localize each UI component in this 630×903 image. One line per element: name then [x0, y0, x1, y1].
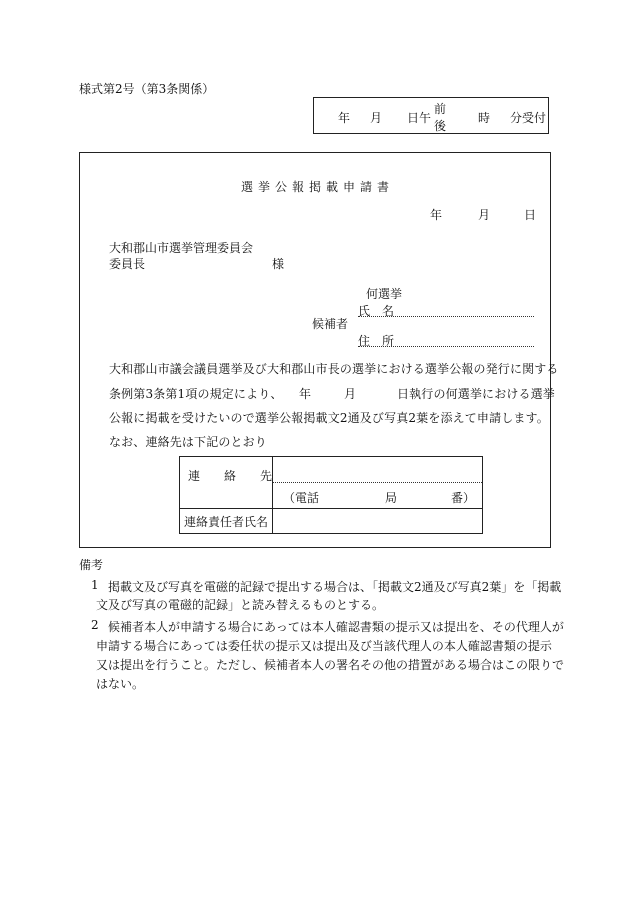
note-1-line-2: 文及び写真の電磁的記録」と読み替えるものとする。: [96, 598, 385, 612]
name-label: 氏 名: [358, 304, 395, 318]
addressee-organization: 大和郡山市選挙管理委員会: [109, 241, 254, 255]
notes-heading: 備考: [79, 558, 104, 572]
body-line-3: 公報に掲載を受けたいので選挙公報掲載文2通及び写真2葉を添えて申請します。: [109, 411, 549, 425]
receipt-month: 月: [370, 111, 383, 125]
form-title: 選挙公報掲載申請書: [241, 180, 395, 194]
date-year: 年: [430, 208, 443, 222]
note-2-line-3: 又は提出を行うこと。ただし、候補者本人の署名その他の措置がある場合はこの限りで: [96, 658, 565, 672]
address-label: 住 所: [358, 334, 395, 348]
phone-line[interactable]: [273, 483, 482, 508]
receipt-day: 日: [407, 111, 420, 125]
phone-number: 番）: [451, 491, 476, 505]
candidate-label: 候補者: [312, 317, 349, 331]
receipt-minute-received: 分受付: [510, 111, 547, 125]
application-form-box: [79, 152, 559, 548]
body-line-2-month: 月: [344, 387, 357, 401]
note-2-line-2: 申請する場合にあっては委任状の提示又は提出及び当該代理人の本人確認書類の提示: [96, 639, 552, 653]
body-line-2-start: 条例第3条第1項の規定により、: [109, 387, 283, 401]
date-month: 月: [478, 208, 491, 222]
phone-open: （電話: [283, 491, 320, 505]
addressee-honorific: 様: [272, 257, 285, 271]
body-line-1: 大和郡山市議会議員選挙及び大和郡山市長の選挙における選挙公報の発行に関する: [109, 362, 559, 376]
election-label: 何選挙: [366, 287, 403, 301]
receipt-ampm-top: 前: [434, 102, 447, 116]
receipt-hour: 時: [478, 111, 491, 125]
address-entry-line[interactable]: [358, 346, 534, 347]
note-2-number: 2: [91, 618, 99, 632]
contact-label-cell: [180, 457, 273, 509]
date-day: 日: [524, 208, 537, 222]
note-2-line-1: 候補者本人が申請する場合にあっては本人確認書類の提示又は提出を、その代理人が: [108, 620, 564, 634]
contact-value-cell[interactable]: [273, 457, 483, 509]
responsible-name-cell[interactable]: [273, 509, 483, 534]
receipt-ampm-bottom: 後: [434, 119, 447, 133]
responsible-label-cell: [180, 509, 273, 534]
responsible-label: 連絡責任者氏名: [184, 514, 269, 529]
note-1-line-1: 掲載文及び写真を電磁的記録で提出する場合は、「掲載文2通及び写真2葉」を「掲載: [108, 580, 562, 594]
body-line-4: なお、連絡先は下記のとおり: [109, 435, 267, 449]
contact-label: 連 絡 先: [188, 469, 273, 483]
contact-address-line[interactable]: [273, 457, 482, 483]
receipt-am: 午: [419, 111, 432, 125]
addressee-title: 委員長: [109, 257, 146, 271]
contact-table: [179, 456, 483, 534]
receipt-stamp-box: [313, 97, 549, 134]
note-2-line-4: はない。: [96, 677, 145, 691]
phone-exchange: 局: [385, 491, 398, 505]
body-line-2-year: 年: [299, 387, 312, 401]
note-1-number: 1: [91, 578, 99, 592]
name-entry-line[interactable]: [358, 316, 534, 317]
body-line-2-end: 日執行の何選挙における選挙: [397, 387, 555, 401]
form-number: 様式第2号（第3条関係）: [79, 82, 215, 96]
receipt-year: 年: [338, 111, 351, 125]
